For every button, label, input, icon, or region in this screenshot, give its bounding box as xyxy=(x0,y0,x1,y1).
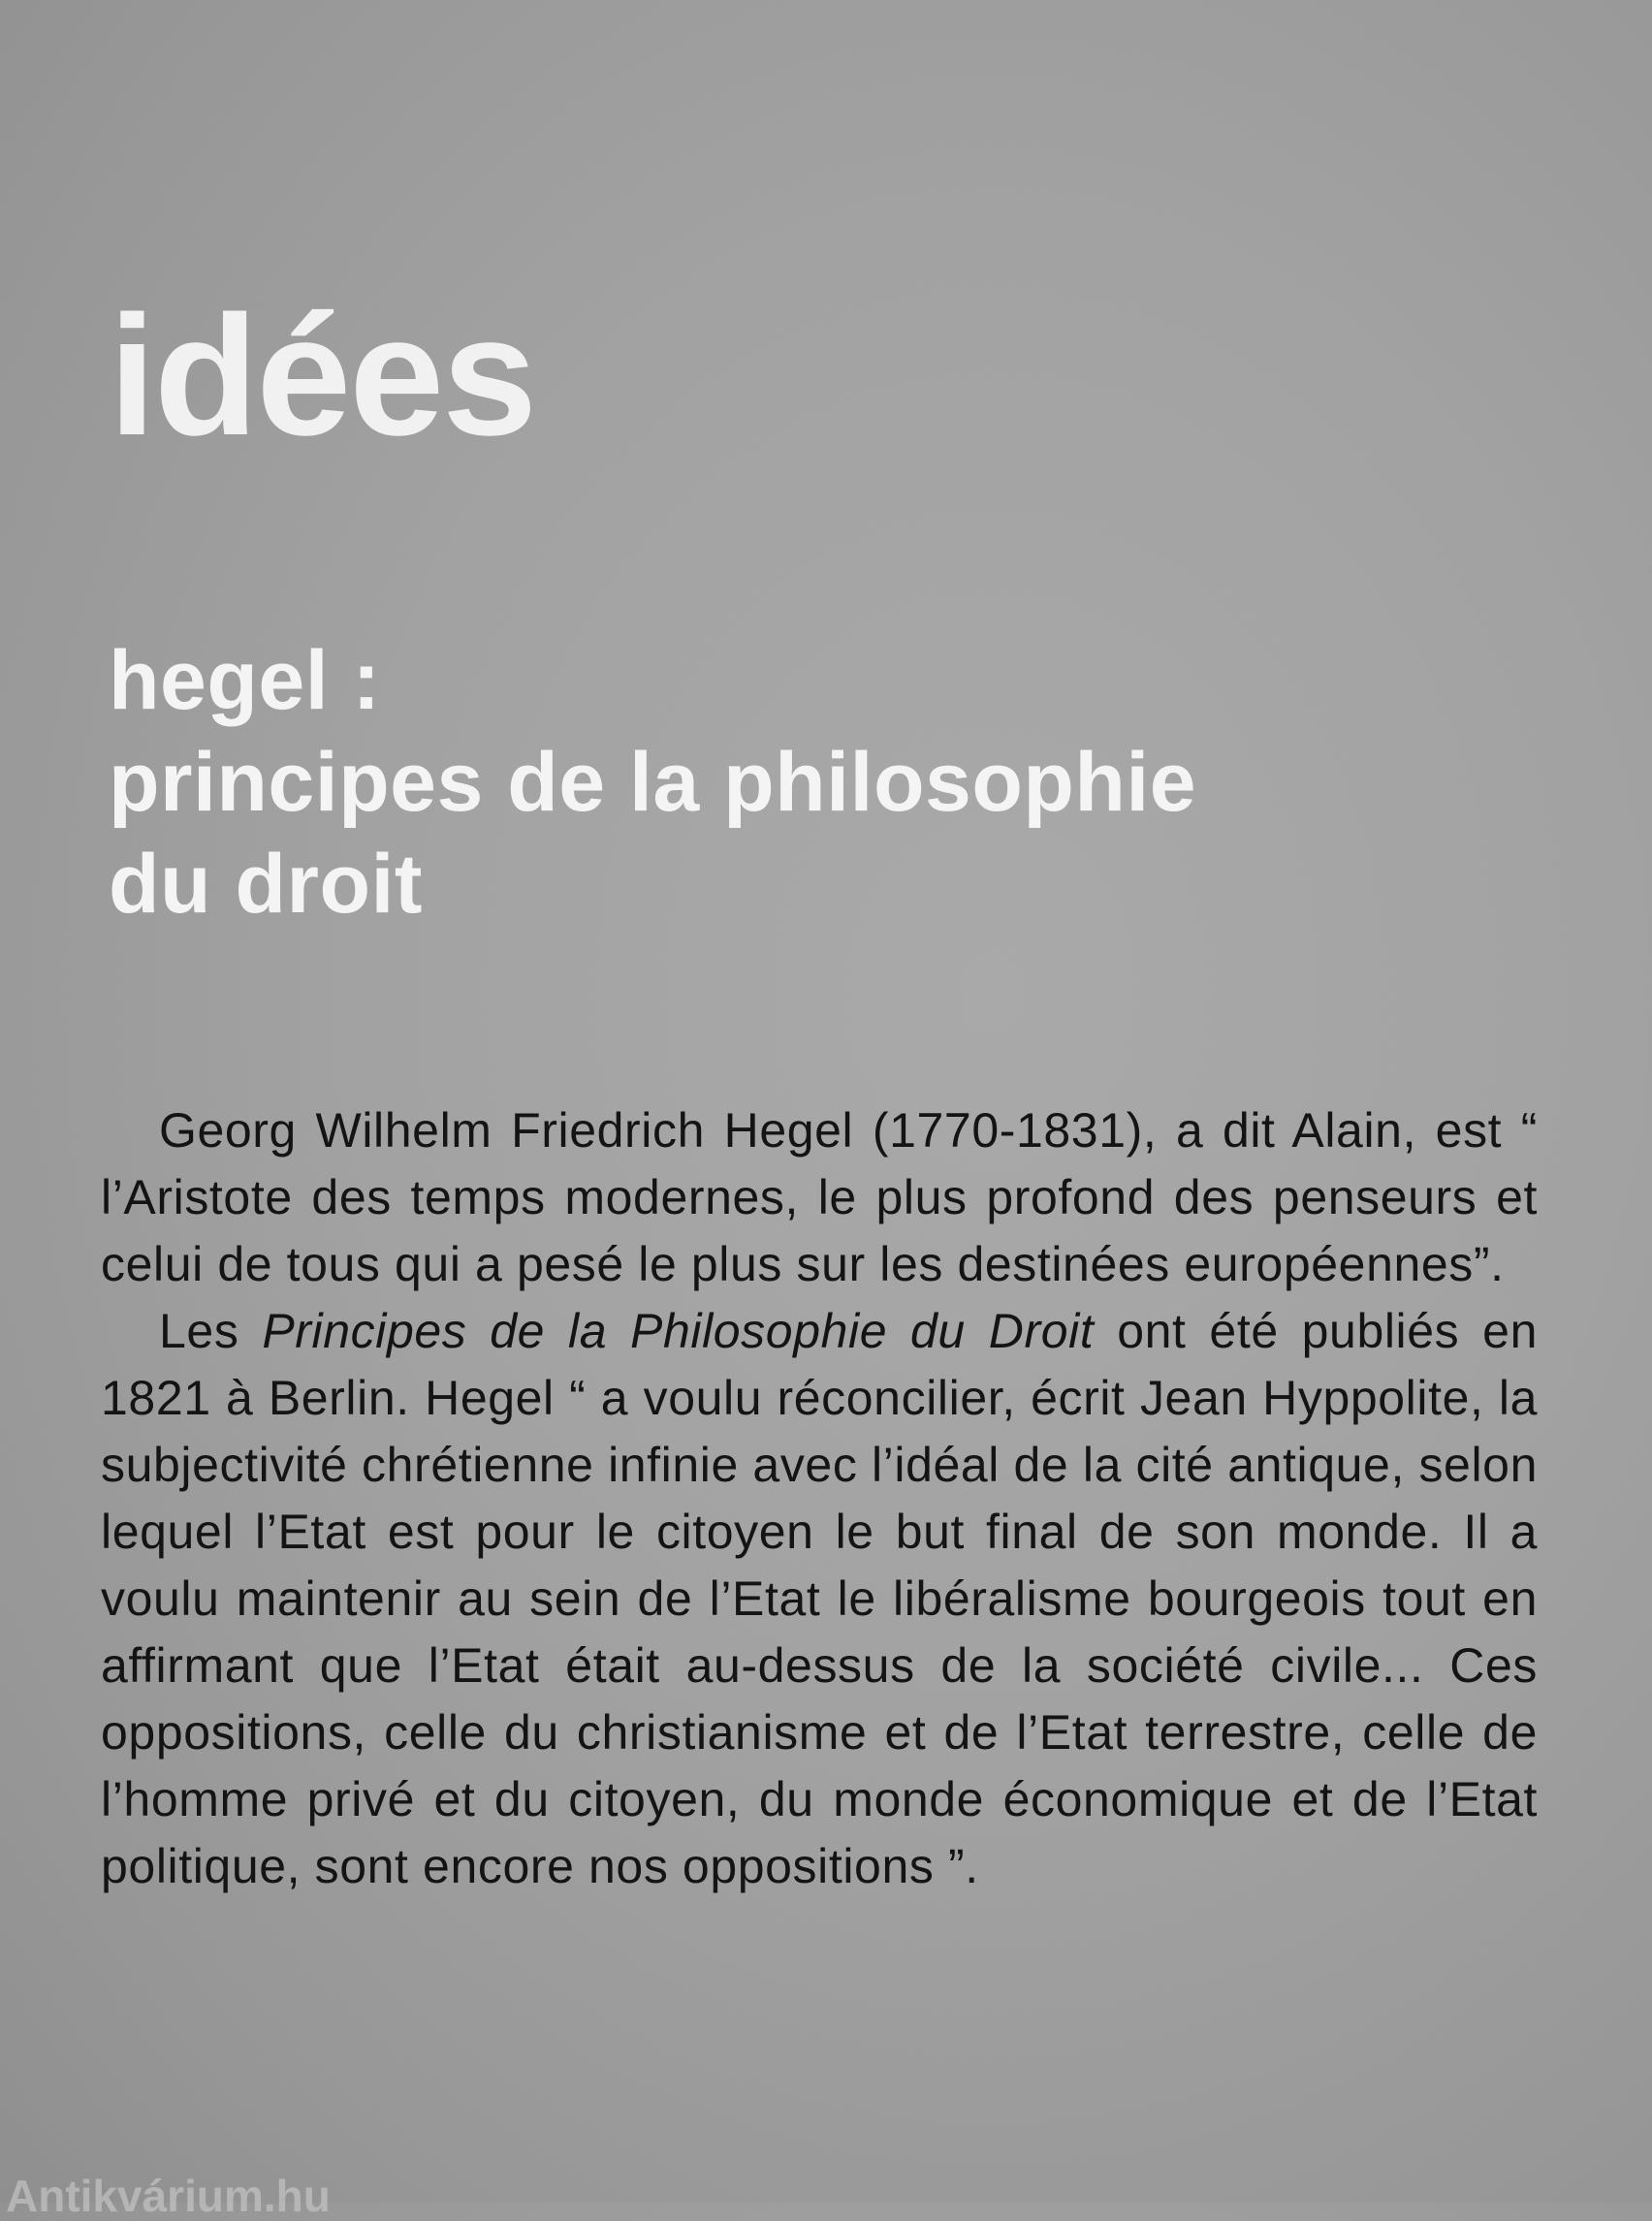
book-title-line-2: principes de la philosophie xyxy=(109,736,1197,829)
watermark: Antikvárium.hu xyxy=(6,2171,331,2221)
blurb-paragraph-1: Georg Wilhelm Friedrich Hegel (1770-1831), a dit Alain, est “ l’Aristote des temps modernes, le plus profond des penseurs et celui de tous qui a pesé le plus sur les destinées européennes”. xyxy=(101,1103,1538,1291)
blurb-paragraph-2 xyxy=(101,1298,1538,1900)
paragraph-2-lead: Les xyxy=(159,1304,263,1358)
series-name: idées xyxy=(109,281,536,471)
paragraph-2-rest: ont été publiés en 1821 à Berlin. Hegel “ a voulu réconcilier, écrit Jean Hyppolite, la subjectivité chrétienne infinie avec l’idéal de la cité antique, selon lequel l’Etat est pour le citoyen le but final de son monde. Il a voulu maintenir au sein de l’Etat le libéralisme bourgeois tout en affirmant que l’Etat était au-dessus de la société civile... Ces oppositions, celle du christianisme et de l’Etat terrestre, celle de l’homme privé et du citoyen, du monde économique et de l’Etat politique, sont encore nos oppositions ”. xyxy=(101,1304,1538,1893)
book-title-line-1: hegel : xyxy=(109,634,381,727)
blurb-text xyxy=(101,1097,1538,1900)
book-title-line-3: du droit xyxy=(109,838,424,931)
book-title xyxy=(109,630,1196,936)
work-title: Principes de la Philosophie du Droit xyxy=(262,1304,1095,1358)
